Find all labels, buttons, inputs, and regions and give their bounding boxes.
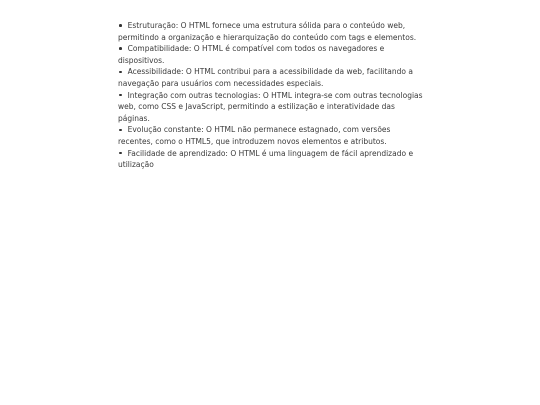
list-item-text: Acessibilidade: O HTML contribui para a acessibilidade da web, facilitando a navegação para usuários com necessidades especiais.	[118, 67, 413, 88]
list-item-text: Integração com outras tecnologias: O HTML integra-se com outras tecnologias web, como CSS e JavaScript, permitindo a estilização e interatividade das páginas.	[118, 90, 423, 123]
benefits-list	[118, 20, 424, 171]
list-item	[118, 66, 424, 89]
list-item-text: Evolução constante: O HTML não permanece estagnado, com versões recentes, como o HTML5, que introduzem novos elementos e atributos.	[118, 125, 391, 146]
list-item	[118, 20, 424, 43]
bullet-dot-icon	[119, 24, 122, 27]
list-item-text: Facilidade de aprendizado: O HTML é uma linguagem de fácil aprendizado e utilização	[118, 148, 414, 170]
bullet-dot-icon	[119, 129, 122, 132]
bullet-dot-icon	[119, 71, 122, 74]
list-item	[118, 43, 424, 66]
bullet-dot-icon	[119, 47, 122, 50]
list-item	[118, 124, 424, 147]
bullet-dot-icon	[119, 94, 122, 97]
list-item	[118, 90, 424, 125]
bullet-dot-icon	[119, 152, 122, 155]
list-item-text: Compatibilidade: O HTML é compatível com todos os navegadores e dispositivos.	[118, 44, 385, 65]
list-item	[118, 148, 424, 171]
list-item-text: Estruturação: O HTML fornece uma estrutura sólida para o conteúdo web, permitindo a organização e hierarquização do conteúdo com tags e elementos.	[118, 21, 417, 42]
